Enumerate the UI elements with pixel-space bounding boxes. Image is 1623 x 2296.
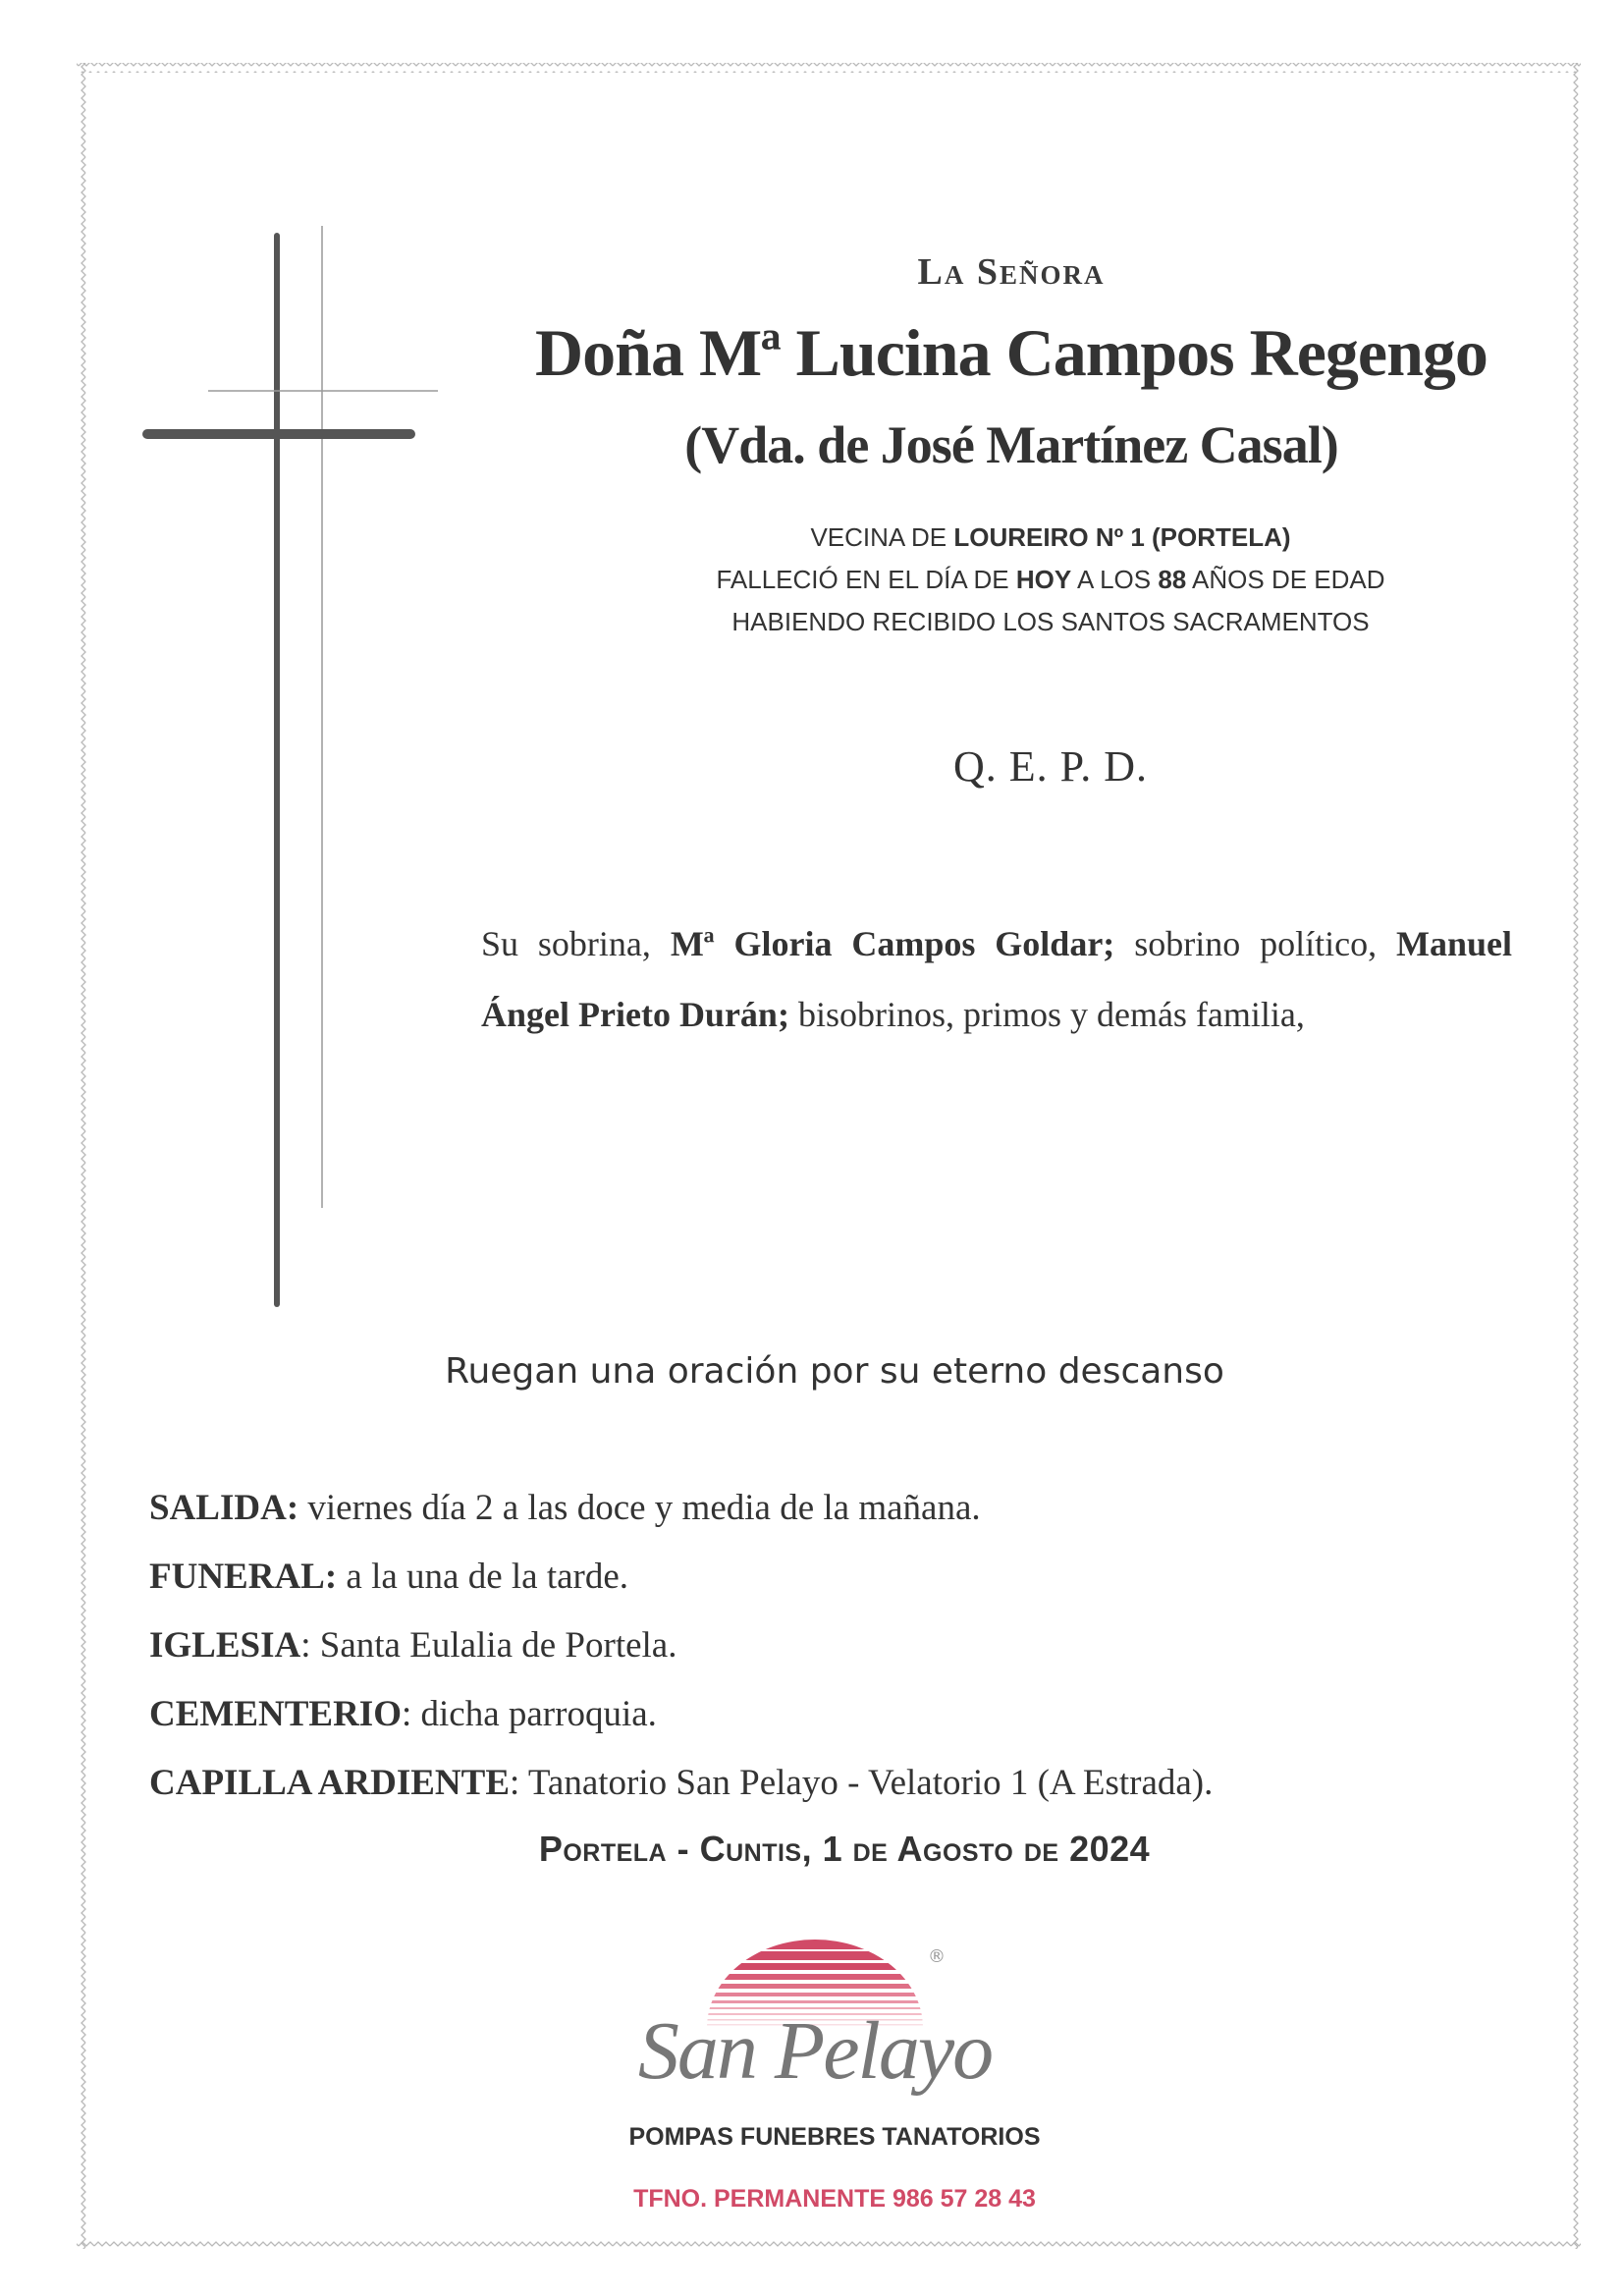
detail-text: a la una de la tarde. <box>337 1557 629 1597</box>
family-text-3: bisobrinos, primos y demás familia, <box>788 995 1305 1034</box>
detail-cementerio <box>149 1693 1583 1735</box>
detail-iglesia <box>149 1624 1583 1667</box>
death-suffix: AÑOS DE EDAD <box>1186 565 1385 594</box>
company-phone: TFNO. PERMANENTE 986 57 28 43 <box>633 2185 1036 2213</box>
sacraments-line: HABIENDO RECIBIDO LOS SANTOS SACRAMENTOS <box>731 607 1370 636</box>
detail-label: CEMENTERIO <box>149 1694 402 1734</box>
place-date: Portela - Cuntis, 1 de Agosto de 2024 <box>538 1829 1151 1869</box>
company-logo-text: San Pelayo <box>637 2005 993 2097</box>
death-mid: A LOS <box>1071 565 1159 594</box>
detail-label: SALIDA: <box>149 1488 299 1528</box>
detail-label: FUNERAL: <box>149 1557 338 1597</box>
family-name-1: Mª Gloria Campos Goldar; <box>670 924 1115 963</box>
deceased-name: Doña Mª Lucina Campos Regengo <box>535 315 1488 390</box>
death-age: 88 <box>1158 565 1187 594</box>
death-line <box>550 565 1551 595</box>
death-prefix: FALLECIÓ EN EL DÍA DE <box>716 565 1016 594</box>
detail-label: IGLESIA <box>149 1625 301 1666</box>
prayer-request: Ruegan una oración por su eterno descanso <box>445 1351 1224 1392</box>
title-line: La Señora <box>917 251 1106 293</box>
family-name-2: Manuel Ángel Prieto Durán; <box>481 924 1513 1034</box>
residence-line <box>550 522 1551 553</box>
death-day: HOY <box>1015 565 1072 594</box>
detail-label: CAPILLA ARDIENTE <box>149 1763 511 1803</box>
detail-text: : Santa Eulalia de Portela. <box>300 1625 677 1666</box>
widow-of: (Vda. de José Martínez Casal) <box>684 415 1338 474</box>
detail-text: : Tanatorio San Pelayo - Velatorio 1 (A Estrada). <box>510 1763 1214 1803</box>
family-text-2: sobrino político, <box>1114 924 1396 963</box>
family-text-1: Su sobrina, <box>481 924 671 963</box>
qepd: Q. E. P. D. <box>952 742 1149 791</box>
detail-salida <box>149 1487 1583 1529</box>
family-paragraph <box>481 908 1512 1050</box>
detail-text: : dicha parroquia. <box>401 1694 657 1734</box>
company-tagline: POMPAS FUNEBRES TANATORIOS <box>628 2123 1041 2151</box>
cross-icon <box>137 226 442 1316</box>
detail-capilla <box>149 1762 1583 1804</box>
registered-mark: ® <box>928 1946 946 1967</box>
residence-prefix: VECINA DE <box>810 522 954 552</box>
detail-funeral <box>149 1556 1583 1598</box>
detail-text: viernes día 2 a las doce y media de la mañana. <box>298 1488 981 1528</box>
residence-address: LOUREIRO Nº 1 (PORTELA) <box>953 522 1291 552</box>
